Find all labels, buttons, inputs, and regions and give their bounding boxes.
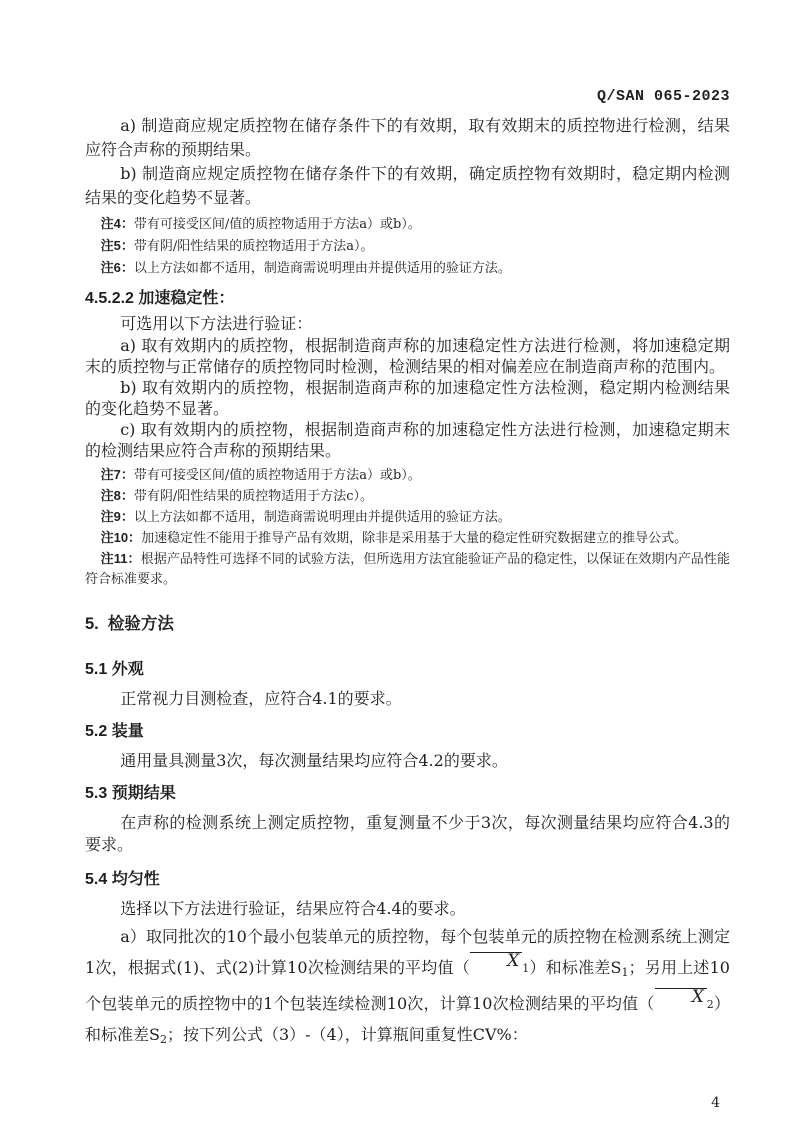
note-5 [85, 235, 730, 257]
text-segment: a）取同批次的10个最小包装单元的质控物，每个包装单元的质控物在检测系统上测定1次，根据式(1)、式(2)计算10次检测结果的平均值（ [85, 927, 730, 977]
para-5-4-method-a [85, 922, 730, 1055]
page-number: 4 [711, 1095, 720, 1111]
document-number: Q/SAN 065-2023 [596, 88, 730, 105]
note-8 [85, 486, 730, 507]
accelerated-intro: 可选用以下方法进行验证： [120, 314, 313, 333]
note-8-label: 注8： [100, 488, 134, 503]
heading-5-2-volume: 5.2 装量 [85, 723, 144, 740]
accelerated-para-b: b) 取有效期内的质控物，根据制造商声称的加速稳定性方法检测，稳定期内检测结果的变化趋势不显著。 [85, 378, 730, 418]
note-9-text: 以上方法如都不适用，制造商需说明理由并提供适用的验证方法。 [133, 510, 511, 525]
text-segment: ）和标准差S [85, 994, 730, 1044]
note-11-label: 注11： [100, 551, 141, 566]
s2-subscript: 2 [159, 1033, 167, 1046]
xbar-1-subscript: 1 [522, 962, 530, 975]
note-11-text: 根据产品特性可选择不同的试验方法，但所选用方法宜能验证产品的稳定性，以保证在效期内产品性能符合标准要求。 [85, 552, 730, 587]
heading-section-5: 5. 检验方法 [85, 615, 174, 633]
note-10-text: 加速稳定性不能用于推导产品有效期，除非是采用基于大量的稳定性研究数据建立的推导公式。 [141, 531, 688, 546]
note-4-label: 注4： [100, 216, 134, 231]
note-5-label: 注5： [100, 238, 134, 253]
note-5-text: 带有阴/阳性结果的质控物适用于方法a）。 [133, 239, 374, 254]
note-6 [85, 257, 730, 279]
note-7-label: 注7： [100, 467, 134, 482]
note-6-text: 以上方法如都不适用，制造商需说明理由并提供适用的验证方法。 [133, 261, 511, 276]
storage-para-a: a) 制造商应规定质控物在储存条件下的有效期，取有效期末的质控物进行检测，结果应符合声称的预期结果。 [85, 116, 730, 159]
heading-5-1-appearance: 5.1 外观 [85, 661, 144, 678]
note-8-text: 带有阴/阳性结果的质控物适用于方法c）。 [133, 489, 373, 504]
xbar-2-symbol: X [655, 988, 707, 1007]
note-7-text: 带有可接受区间/值的质控物适用于方法a）或b）。 [133, 468, 421, 483]
note-11 [85, 549, 730, 590]
xbar-1-symbol: X [470, 952, 522, 971]
heading-5-3-expected-results: 5.3 预期结果 [85, 785, 176, 802]
text-segment: ；另用上述10个包装单元的质控物中的1个包装连续检测10次，计算10次检测结果的平均值（ [85, 958, 730, 1013]
note-10 [85, 528, 730, 549]
note-9 [85, 507, 730, 528]
para-5-2: 通用量具测量3次，每次测量结果均应符合4.2的要求。 [120, 751, 508, 770]
para-5-3: 在声称的检测系统上测定质控物，重复测量不少于3次，每次测量结果均应符合4.3的要求。 [85, 813, 730, 854]
para-5-4-intro: 选择以下方法进行验证，结果应符合4.4的要求。 [120, 899, 466, 918]
s1-subscript: 1 [621, 966, 629, 979]
note-7 [85, 465, 730, 486]
text-segment: ；按下列公式（3）-（4），计算瓶间重复性CV%： [166, 1025, 528, 1044]
storage-notes [85, 213, 730, 279]
accelerated-notes [85, 465, 730, 590]
note-6-label: 注6： [100, 260, 134, 275]
storage-para-b: b) 制造商应规定质控物在储存条件下的有效期，确定质控物有效期时，稳定期内检测结果的变化趋势不显著。 [85, 164, 730, 207]
heading-5-4-homogeneity: 5.4 均匀性 [85, 871, 160, 888]
note-10-label: 注10： [100, 530, 142, 545]
note-9-label: 注9： [100, 509, 134, 524]
note-4-text: 带有可接受区间/值的质控物适用于方法a）或b）。 [133, 217, 421, 232]
xbar-2-subscript: 2 [706, 998, 714, 1011]
accelerated-para-a: a) 取有效期内的质控物，根据制造商声称的加速稳定性方法进行检测，将加速稳定期末的质控物与正常储存的质控物同时检测，检测结果的相对偏差应在制造商声称的范围内。 [85, 336, 730, 376]
para-5-1: 正常视力目测检查，应符合4.1的要求。 [120, 689, 402, 708]
text-segment: ）和标准差S [529, 958, 622, 977]
accelerated-para-c: c) 取有效期内的质控物，根据制造商声称的加速稳定性方法进行检测，加速稳定期末的检测结果应符合声称的预期结果。 [85, 420, 730, 460]
note-4 [85, 213, 730, 235]
heading-accelerated-stability: 4.5.2.2 加速稳定性： [85, 290, 235, 307]
